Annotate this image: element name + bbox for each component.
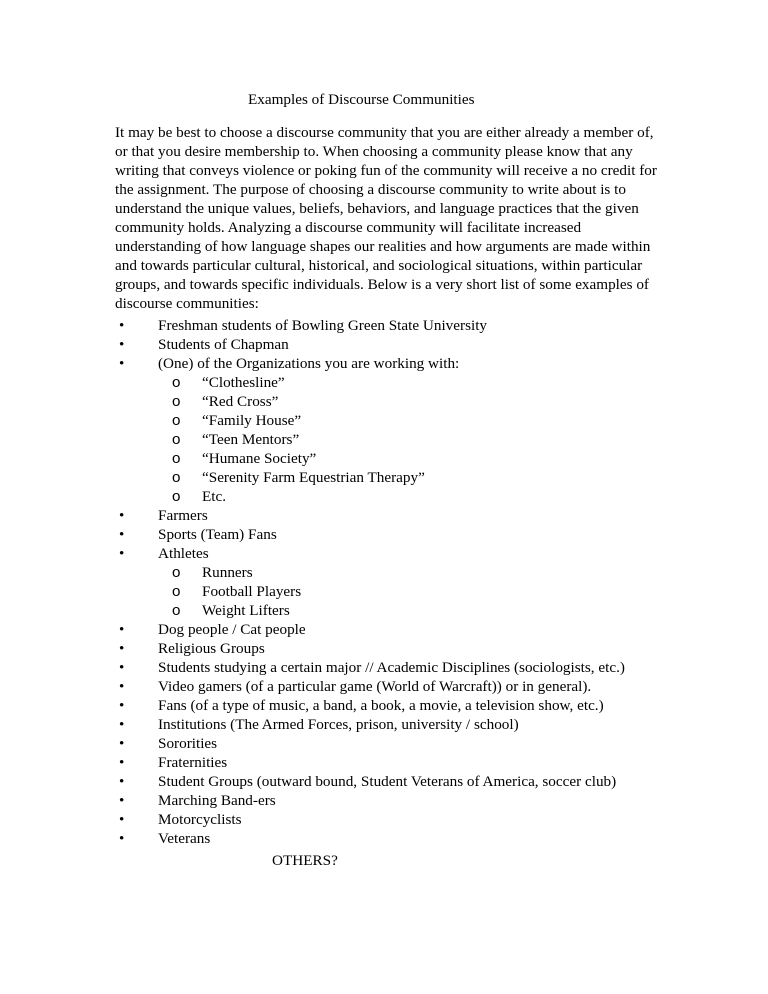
bullet-icon: • bbox=[119, 526, 125, 543]
intro-line: or that you desire membership to. When choosing a community please know that any bbox=[115, 143, 633, 160]
intro-line: It may be best to choose a discourse community that you are either already a member of, bbox=[115, 124, 654, 141]
list-item bbox=[0, 677, 625, 696]
list-item-text: Athletes bbox=[158, 545, 209, 562]
list-item-text: Students studying a certain major // Academic Disciplines (sociologists, etc.) bbox=[158, 659, 625, 676]
list-item-text: Dog people / Cat people bbox=[158, 621, 306, 638]
sub-list bbox=[158, 373, 625, 506]
circle-bullet-icon: o bbox=[172, 564, 181, 581]
list-item bbox=[0, 525, 625, 544]
list-item bbox=[0, 544, 625, 620]
sub-list-item bbox=[158, 430, 625, 449]
list-item-text: Freshman students of Bowling Green State University bbox=[158, 317, 488, 334]
sub-list-item-text: “Humane Society” bbox=[202, 450, 317, 467]
circle-bullet-icon: o bbox=[172, 488, 181, 505]
list-item-text: Sororities bbox=[158, 735, 218, 752]
list-item bbox=[0, 639, 625, 658]
list-item-text: Fraternities bbox=[158, 754, 228, 771]
examples-list bbox=[0, 316, 625, 848]
sub-list-item-text: Weight Lifters bbox=[202, 602, 290, 619]
intro-paragraph bbox=[115, 123, 655, 313]
list-item bbox=[0, 753, 625, 772]
sub-list-item bbox=[158, 563, 625, 582]
sub-list-item-text: Etc. bbox=[202, 488, 227, 505]
list-item bbox=[0, 829, 625, 848]
sub-list-item-text: “Teen Mentors” bbox=[202, 431, 300, 448]
list-item bbox=[0, 354, 625, 506]
list-item bbox=[0, 506, 625, 525]
list-item-text: Religious Groups bbox=[158, 640, 265, 657]
circle-bullet-icon: o bbox=[172, 450, 181, 467]
list-item bbox=[0, 335, 625, 354]
sub-list-item bbox=[158, 373, 625, 392]
list-item-text: Farmers bbox=[158, 507, 208, 524]
sub-list-item bbox=[158, 392, 625, 411]
list-item-text: Marching Band-ers bbox=[158, 792, 276, 809]
sub-list-item bbox=[158, 449, 625, 468]
intro-line: writing that conveys violence or poking fun of the community will receive a no credit for bbox=[115, 162, 657, 179]
bullet-icon: • bbox=[119, 754, 125, 771]
sub-list-item-text: “Clothesline” bbox=[202, 374, 285, 391]
list-item-text: Veterans bbox=[158, 830, 211, 847]
list-item bbox=[0, 772, 625, 791]
list-item bbox=[0, 715, 625, 734]
bullet-icon: • bbox=[119, 507, 125, 524]
bullet-icon: • bbox=[119, 355, 125, 372]
sub-list-item-text: Runners bbox=[202, 564, 253, 581]
list-item bbox=[0, 316, 625, 335]
list-item bbox=[0, 734, 625, 753]
sub-list-item-text: Football Players bbox=[202, 583, 302, 600]
bullet-icon: • bbox=[119, 621, 125, 638]
list-item bbox=[0, 620, 625, 639]
circle-bullet-icon: o bbox=[172, 431, 181, 448]
sub-list-item-text: “Red Cross” bbox=[202, 393, 279, 410]
sub-list-item bbox=[158, 601, 625, 620]
bullet-icon: • bbox=[119, 716, 125, 733]
sub-list-item bbox=[158, 411, 625, 430]
document-title: Examples of Discourse Communities bbox=[248, 91, 475, 108]
sub-list-item bbox=[158, 468, 625, 487]
list-item-text: Sports (Team) Fans bbox=[158, 526, 277, 543]
bullet-icon: • bbox=[119, 317, 125, 334]
intro-line: understanding of how language shapes our realities and how arguments are made within bbox=[115, 238, 651, 255]
list-item-text: Fans (of a type of music, a band, a book, a movie, a television show, etc.) bbox=[158, 697, 604, 714]
bullet-icon: • bbox=[119, 811, 125, 828]
intro-line: discourse communities: bbox=[115, 295, 259, 312]
list-item-text: (One) of the Organizations you are working with: bbox=[158, 355, 460, 372]
list-item-text: Institutions (The Armed Forces, prison, university / school) bbox=[158, 716, 519, 733]
sub-list bbox=[158, 563, 625, 620]
list-item-text: Motorcyclists bbox=[158, 811, 242, 828]
circle-bullet-icon: o bbox=[172, 583, 181, 600]
circle-bullet-icon: o bbox=[172, 602, 181, 619]
sub-list-item bbox=[158, 487, 625, 506]
list-item bbox=[0, 810, 625, 829]
circle-bullet-icon: o bbox=[172, 412, 181, 429]
circle-bullet-icon: o bbox=[172, 374, 181, 391]
intro-line: the assignment. The purpose of choosing a discourse community to write about is to bbox=[115, 181, 626, 198]
circle-bullet-icon: o bbox=[172, 393, 181, 410]
bullet-icon: • bbox=[119, 336, 125, 353]
bullet-icon: • bbox=[119, 735, 125, 752]
closing-question: OTHERS? bbox=[272, 852, 338, 869]
bullet-icon: • bbox=[119, 830, 125, 847]
bullet-icon: • bbox=[119, 792, 125, 809]
list-item bbox=[0, 696, 625, 715]
circle-bullet-icon: o bbox=[172, 469, 181, 486]
intro-line: and towards particular cultural, historical, and sociological situations, within particular bbox=[115, 257, 643, 274]
bullet-icon: • bbox=[119, 640, 125, 657]
list-item-text: Students of Chapman bbox=[158, 336, 289, 353]
bullet-icon: • bbox=[119, 659, 125, 676]
list-item bbox=[0, 791, 625, 810]
sub-list-item-text: “Serenity Farm Equestrian Therapy” bbox=[202, 469, 425, 486]
bullet-icon: • bbox=[119, 697, 125, 714]
sub-list-item bbox=[158, 582, 625, 601]
intro-line: groups, and towards specific individuals. Below is a very short list of some examples of bbox=[115, 276, 649, 293]
bullet-icon: • bbox=[119, 678, 125, 695]
intro-line: understand the unique values, beliefs, behaviors, and language practices that the given bbox=[115, 200, 639, 217]
bullet-icon: • bbox=[119, 773, 125, 790]
list-item-text: Student Groups (outward bound, Student Veterans of America, soccer club) bbox=[158, 773, 617, 790]
bullet-icon: • bbox=[119, 545, 125, 562]
list-item bbox=[0, 658, 625, 677]
sub-list-item-text: “Family House” bbox=[202, 412, 302, 429]
intro-line: community holds. Analyzing a discourse community will facilitate increased bbox=[115, 219, 582, 236]
list-item-text: Video gamers (of a particular game (World of Warcraft)) or in general). bbox=[158, 678, 592, 695]
